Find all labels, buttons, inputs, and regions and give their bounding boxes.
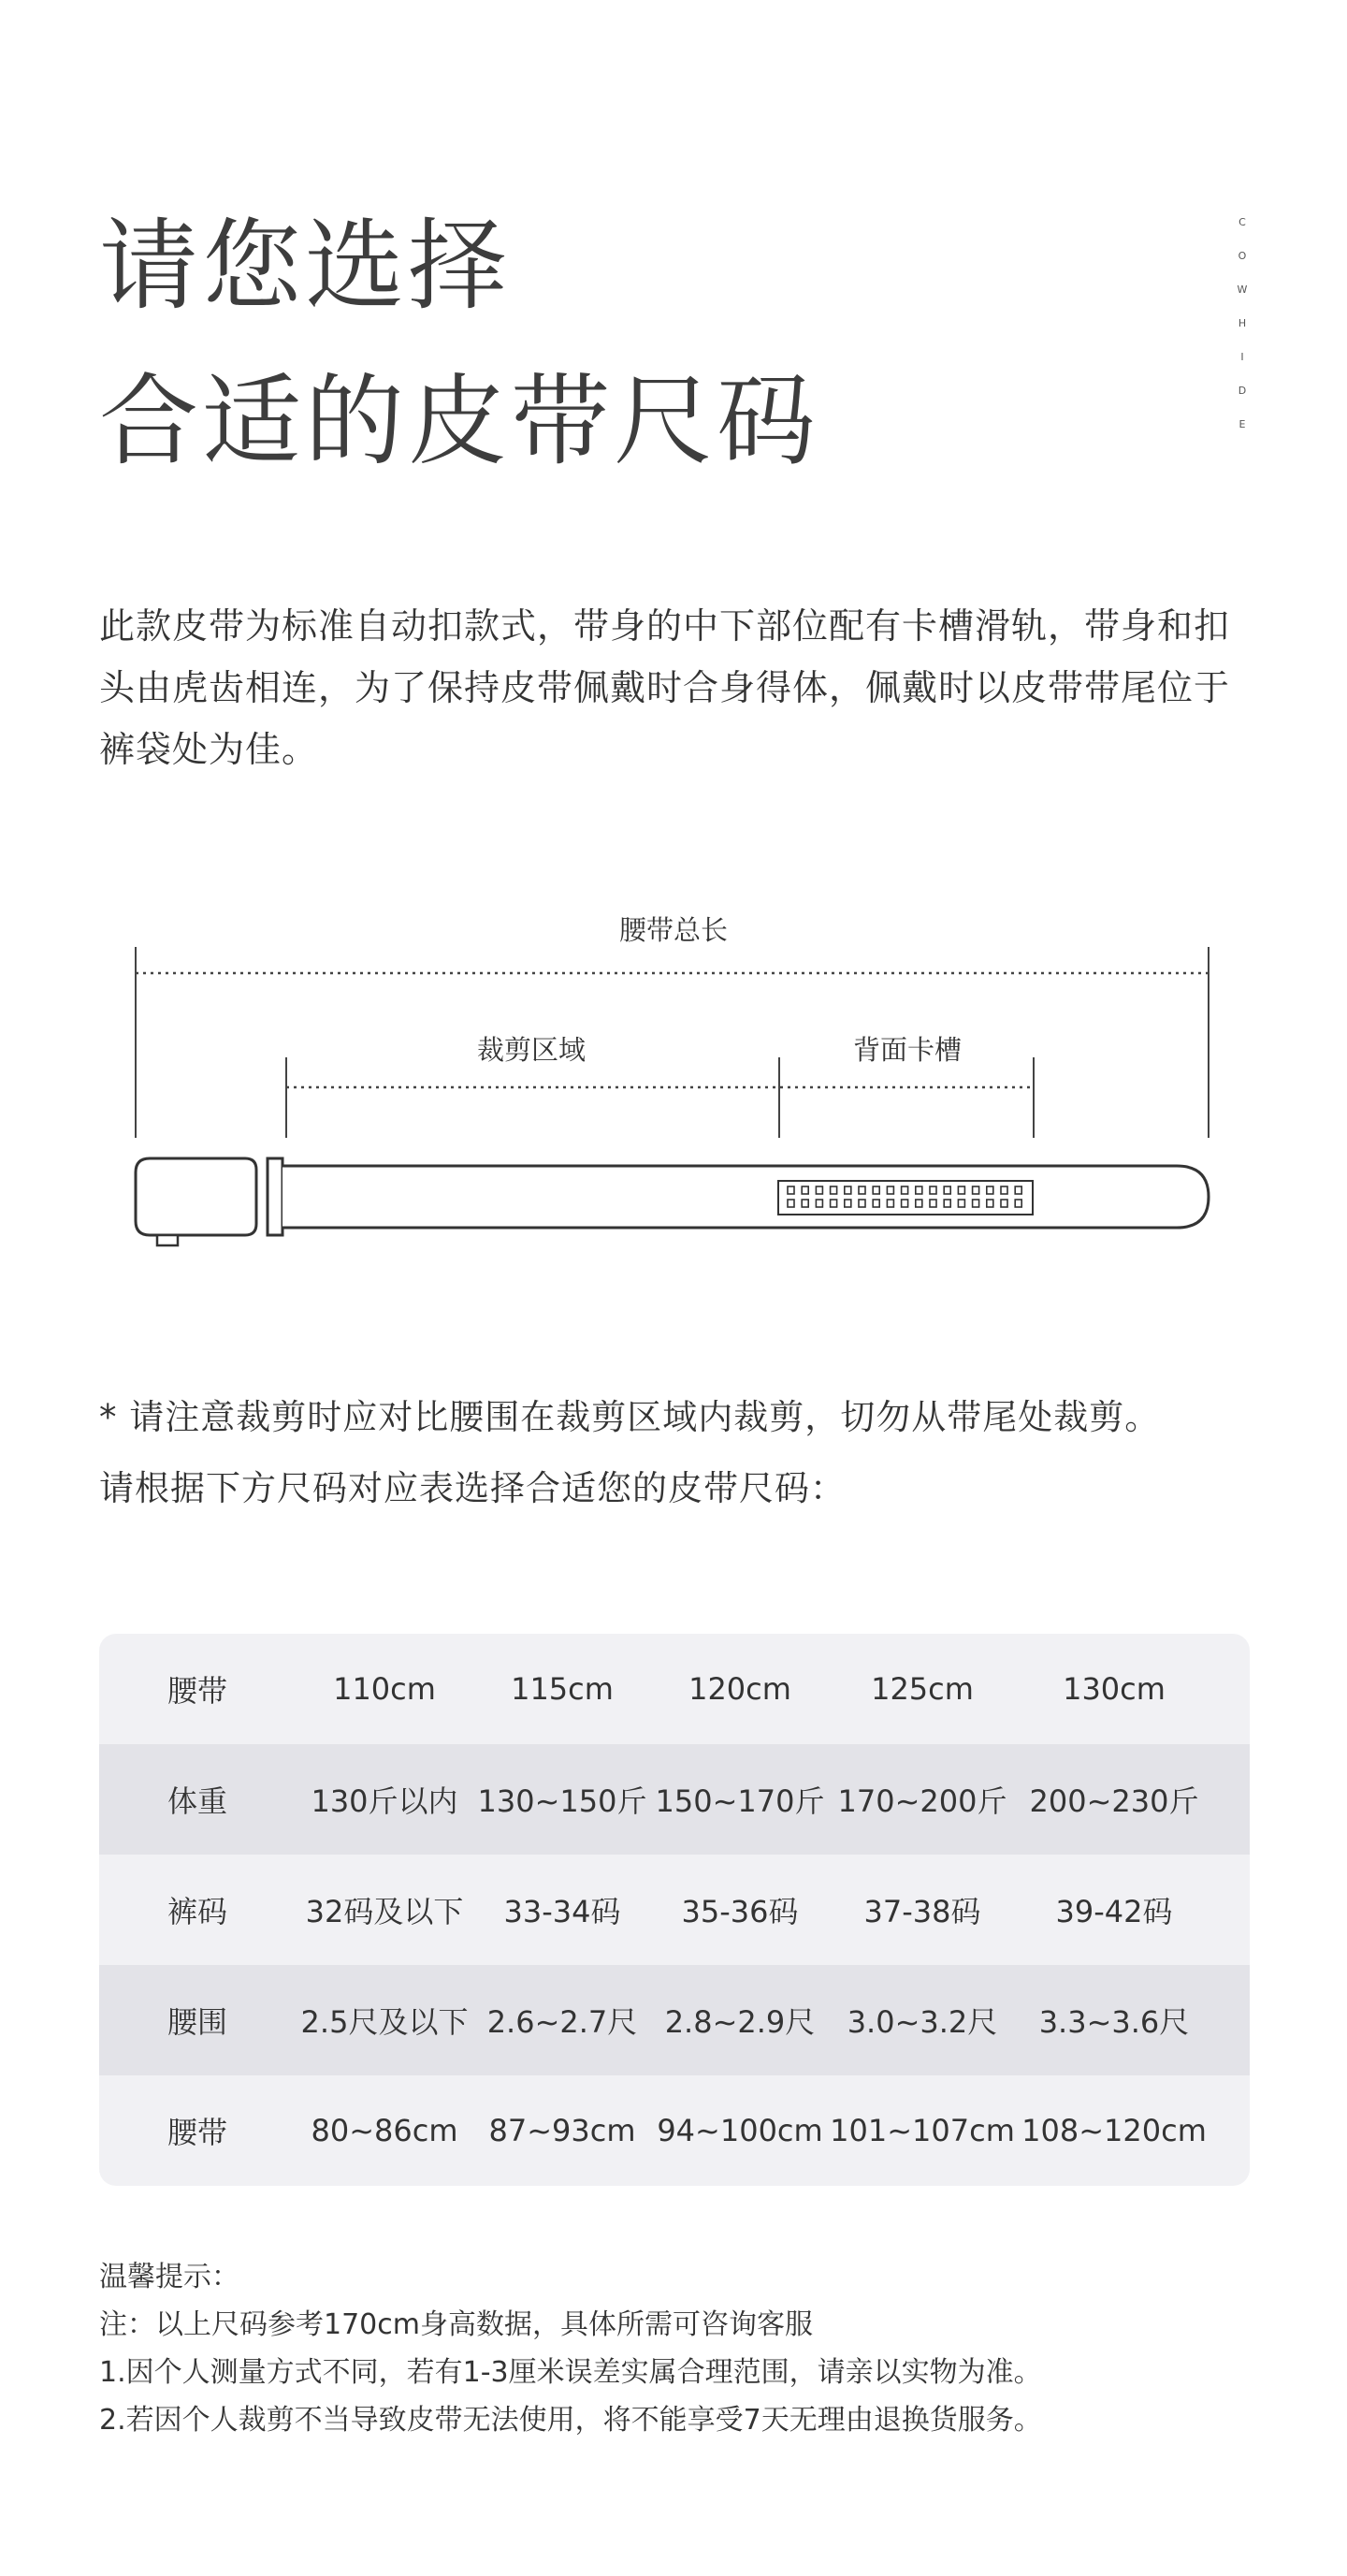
table-cell: 130cm [1063,1671,1166,1707]
row-header: 腰带 [167,1673,227,1709]
table-cell: 32码及以下 [305,1894,464,1929]
side-letter: C [1238,216,1246,228]
tips-line: 注：以上尺码参考170cm身高数据，具体所需可咨询客服 [99,2308,813,2341]
row-header: 腰带 [167,2115,227,2150]
belt-strap [282,1166,1209,1228]
table-row [99,1965,1250,2075]
table-cell: 120cm [688,1671,791,1707]
table-cell: 130斤以内 [311,1783,458,1819]
table-cell: 115cm [511,1671,614,1707]
cowhide-vertical-label [1237,217,1248,453]
buckle-loop [268,1158,282,1235]
table-cell: 130~150斤 [477,1783,647,1819]
table-cell: 125cm [871,1671,974,1707]
side-letter: H [1238,317,1247,329]
side-letter: W [1237,284,1248,296]
row-header: 裤码 [167,1894,227,1929]
table-cell: 80~86cm [311,2113,458,2148]
table-cell: 170~200斤 [837,1783,1007,1819]
size-guide-note: 请根据下方尺码对应表选择合适您的皮带尺码： [99,1468,846,1508]
cut-warning-note: * 请注意裁剪时应对比腰围在裁剪区域内裁剪，切勿从带尾处裁剪。 [99,1397,1161,1437]
total-length-label: 腰带总长 [618,914,729,946]
table-cell: 2.8~2.9尺 [664,2004,816,2040]
buckle-icon [136,1158,256,1235]
table-cell: 150~170斤 [655,1783,825,1819]
side-letter: D [1238,385,1247,397]
table-cell: 35-36码 [681,1894,799,1929]
size-table [99,1634,1250,2186]
table-row [99,2075,1250,2186]
side-letter: E [1238,418,1246,430]
cut-area-label: 裁剪区域 [476,1034,587,1066]
table-cell: 94~100cm [657,2113,823,2148]
table-row [99,1744,1250,1855]
side-letter: I [1240,351,1244,363]
table-row [99,1634,1250,1744]
warm-tips [99,2253,1042,2444]
table-cell: 2.6~2.7尺 [486,2004,638,2040]
table-cell: 33-34码 [503,1894,621,1929]
table-cell: 87~93cm [488,2113,636,2148]
belt-diagram [0,889,1347,1263]
table-row [99,1855,1250,1965]
row-header: 腰围 [167,2004,227,2040]
table-cell: 3.3~3.6尺 [1038,2004,1190,2040]
table-cell: 110cm [333,1671,436,1707]
table-cell: 200~230斤 [1029,1783,1199,1819]
tips-line: 2.若因个人裁剪不当导致皮带无法使用，将不能享受7天无理由退换货服务。 [99,2404,1042,2437]
buckle-tab [157,1235,178,1245]
table-cell: 101~107cm [830,2113,1015,2148]
intro-paragraph: 此款皮带为标准自动扣款式，带身的中下部位配有卡槽滑轨，带身和扣头由虎齿相连，为了保持皮带佩戴时合身得体，佩戴时以皮带带尾位于裤袋处为佳。 [99,605,1231,770]
table-cell: 39-42码 [1055,1894,1173,1929]
page-title-line2: 合适的皮带尺码 [99,364,819,479]
table-cell: 3.0~3.2尺 [847,2004,998,2040]
page-title-line1: 请您选择 [99,209,511,324]
table-cell: 2.5尺及以下 [300,2004,469,2040]
side-letter: O [1238,250,1247,262]
tips-line: 1.因个人测量方式不同，若有1-3厘米误差实属合理范围，请亲以实物为准。 [99,2356,1042,2389]
table-cell: 108~120cm [1021,2113,1207,2148]
table-cell: 37-38码 [863,1894,981,1929]
row-header: 体重 [167,1783,227,1819]
tips-title: 温馨提示： [99,2261,239,2293]
back-slot-label: 背面卡槽 [852,1034,963,1066]
